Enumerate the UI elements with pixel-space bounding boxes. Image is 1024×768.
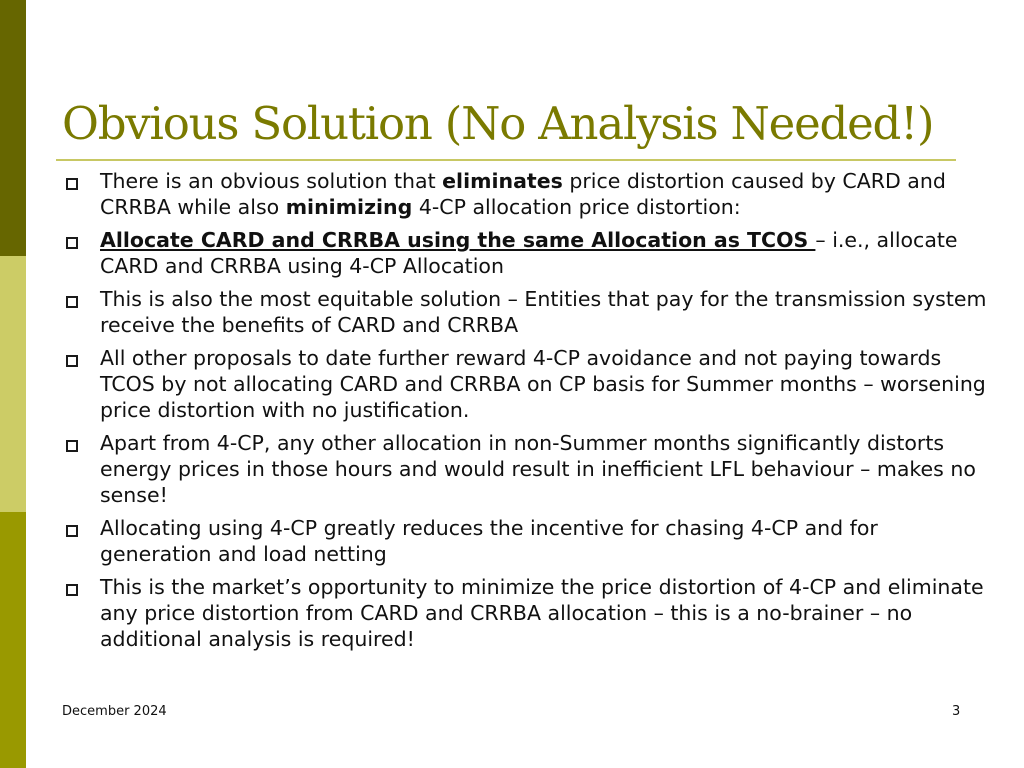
slide-title: Obvious Solution (No Analysis Needed!) [62, 97, 934, 150]
bullet-text: There is an obvious solution that eliminates price distortion caused by CARD and CRRBA while also minimizing 4-CP allocation price distortion: [100, 169, 946, 219]
page-number: 3 [952, 704, 961, 719]
square-bullet-icon [66, 584, 78, 596]
square-bullet-icon [66, 237, 78, 249]
bullet-text: All other proposals to date further reward 4-CP avoidance and not paying towards TCOS by not allocating CARD and CRRBA on CP basis for Summer months – worsening price distortion with no justification. [100, 346, 986, 422]
bullet-item [62, 227, 992, 279]
square-bullet-icon [66, 178, 78, 190]
bullet-item [62, 286, 992, 338]
emphasis-eliminates: eliminates [442, 169, 563, 193]
bullet-item [62, 345, 992, 423]
bullet-item [62, 430, 992, 508]
square-bullet-icon [66, 296, 78, 308]
sidebar-segment-middle [0, 256, 26, 512]
square-bullet-icon [66, 525, 78, 537]
title-divider [56, 159, 956, 161]
bullet-text: This is the market’s opportunity to minimize the price distortion of 4-CP and eliminate any price distortion from CARD and CRRBA allocation – this is a no-brainer – no additional analysis is required! [100, 575, 984, 651]
square-bullet-icon [66, 355, 78, 367]
bullet-item [62, 574, 992, 652]
sidebar-segment-bottom [0, 512, 26, 768]
square-bullet-icon [66, 440, 78, 452]
sidebar-decoration [0, 0, 26, 768]
bullet-text: This is also the most equitable solution – Entities that pay for the transmission system receive the benefits of CARD and CRRBA [100, 287, 987, 337]
bullet-list [62, 168, 992, 659]
bullet-text: Allocate CARD and CRRBA using the same Allocation as TCOS – i.e., allocate CARD and CRRBA using 4-CP Allocation [100, 228, 958, 278]
bullet-item [62, 168, 992, 220]
emphasis-minimizing: minimizing [285, 195, 413, 219]
bullet-text: Allocating using 4-CP greatly reduces the incentive for chasing 4-CP and for generation and load netting [100, 516, 878, 566]
footer-date: December 2024 [62, 704, 167, 719]
sidebar-segment-top [0, 0, 26, 256]
bullet-text: Apart from 4-CP, any other allocation in non-Summer months significantly distorts energy prices in those hours and would result in inefficient LFL behaviour – makes no sense! [100, 431, 976, 507]
allocation-link[interactable]: Allocate CARD and CRRBA using the same Allocation as TCOS [100, 228, 816, 252]
bullet-item [62, 515, 992, 567]
